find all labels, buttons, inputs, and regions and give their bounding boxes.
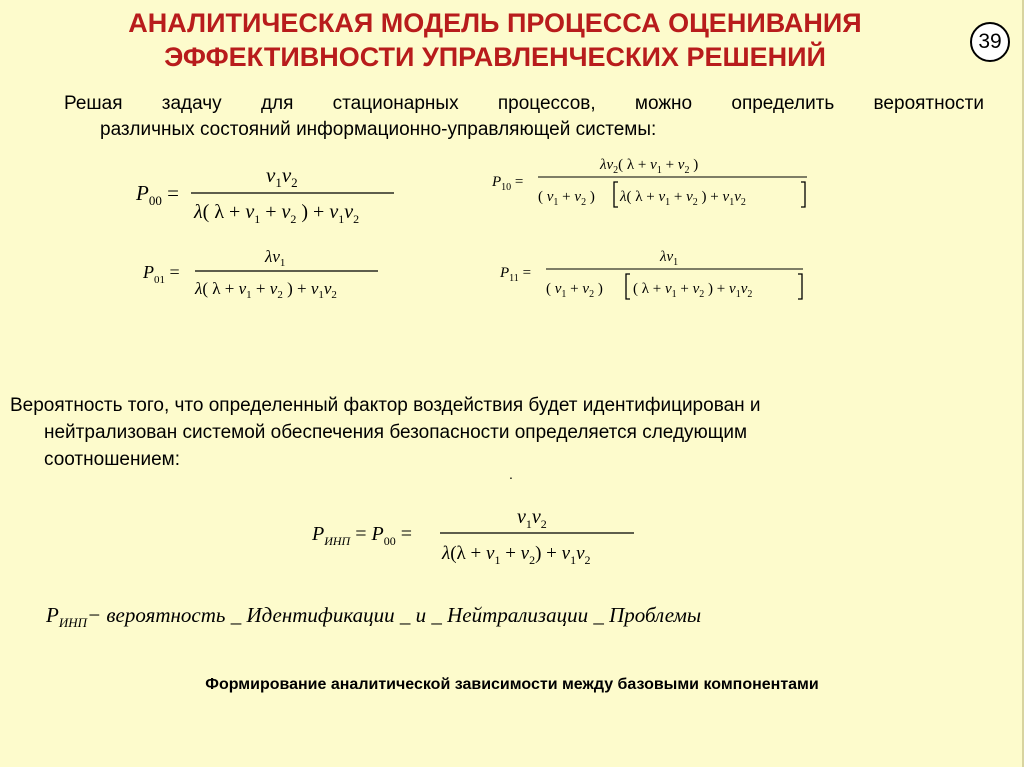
intro-line-2: различных состояний информационно-управляющей системы: bbox=[100, 119, 657, 140]
formula-pinp bbox=[312, 502, 652, 577]
formula-p11-svg bbox=[500, 244, 820, 306]
formula-p00 bbox=[136, 160, 406, 235]
svg-text:P01 =: $P_{01}$ = bbox=[143, 262, 180, 286]
title-line-1: АНАЛИТИЧЕСКАЯ МОДЕЛЬ ПРОЦЕССА ОЦЕНИВАНИЯ bbox=[128, 8, 862, 38]
svg-text:ν1ν2: $\nu_1\nu_2$ bbox=[266, 163, 298, 190]
body-line-1: Вероятность того, что определенный фактор воздействия будет идентифицирован и bbox=[10, 395, 761, 416]
formula-p00-svg bbox=[136, 160, 406, 230]
slide-title bbox=[70, 6, 920, 74]
formula-p01 bbox=[143, 242, 393, 309]
intro-line-1: Решая задачу для стационарных процессов, можно определить вероятности bbox=[64, 93, 984, 114]
formula-p10-svg bbox=[492, 150, 822, 214]
intro-paragraph bbox=[64, 91, 984, 143]
slide-caption: Формирование аналитической зависимости между базовыми компонентами bbox=[205, 676, 819, 693]
stray-dot: . bbox=[509, 466, 513, 482]
formula-p01-svg bbox=[143, 242, 393, 304]
svg-text:λν2( λ + ν1 + ν2 ): $\lambda\nu_2$( $\lambda + \nu_1 + \nu_2$ ) bbox=[600, 157, 699, 176]
svg-text:P10 =: $P_{10}$ = bbox=[492, 174, 524, 193]
page-number-badge: 39 bbox=[970, 22, 1010, 62]
svg-text:λν1: $\lambda\nu_1$ bbox=[265, 247, 286, 269]
svg-text:λ( λ + ν1 + ν2 ) + ν1ν2: λ( $\lambda + \nu_1 + \nu_2$ ) + $\nu_1\nu_2$ bbox=[194, 201, 360, 226]
svg-text:( ν1 + ν2 ): ( $\nu_1 + \nu_2$ ) bbox=[546, 281, 603, 300]
body-line-2: нейтрализован системой обеспечения безопасности определяется следующим bbox=[44, 422, 748, 443]
formula-p11 bbox=[500, 244, 820, 311]
body-paragraph bbox=[10, 392, 940, 473]
svg-text:λ( λ + ν1 + ν2 ) + ν1ν2: λ( $\lambda + \nu_1 + \nu_2$ ) + $\nu_1\nu_2$ bbox=[195, 279, 337, 301]
formula-pinp-svg bbox=[312, 502, 652, 572]
svg-text:P11 =: $P_{11}$ = bbox=[500, 265, 532, 284]
svg-text:λν1: $\lambda\nu_1$ bbox=[660, 249, 679, 268]
definition-line bbox=[46, 603, 701, 631]
title-line-2: ЭФФЕКТИВНОСТИ УПРАВЛЕНЧЕСКИХ РЕШЕНИЙ bbox=[164, 42, 826, 72]
svg-text:PИНП = P00 =: $P_{ИНП} = P_{00}$ = bbox=[312, 523, 412, 548]
definition-symbol: P bbox=[46, 603, 59, 627]
definition-subscript: ИНП bbox=[58, 615, 87, 631]
formula-p10 bbox=[492, 150, 822, 219]
svg-text:( λ + ν1 + ν2 ) + ν1ν2: ( $\lambda + \nu_1 + \nu_2$ ) + $\nu_1\nu_2$ bbox=[633, 281, 753, 300]
svg-text:λ(λ + ν1 + ν2) + ν1ν2: $\lambda(\lambda + \nu_1 + \nu_2) + \nu_1\nu_2$ bbox=[442, 543, 591, 567]
svg-text:ν1ν2: $\nu_1\nu_2$ bbox=[517, 506, 547, 531]
definition-text: − вероятность _ Идентификации _ и _ Нейтрализации _ Проблемы bbox=[87, 603, 702, 627]
body-line-3: соотношением: bbox=[44, 449, 181, 470]
svg-text:λ( λ + ν1 + ν2 ) + ν1ν2: λ( $\lambda + \nu_1 + \nu_2$ ) + $\nu_1\nu_2$ bbox=[620, 189, 746, 208]
svg-text:( ν1 + ν2 ): ( $\nu_1 + \nu_2$ ) bbox=[538, 189, 595, 208]
svg-text:P00 =: $P_{00}$ = bbox=[136, 181, 179, 208]
